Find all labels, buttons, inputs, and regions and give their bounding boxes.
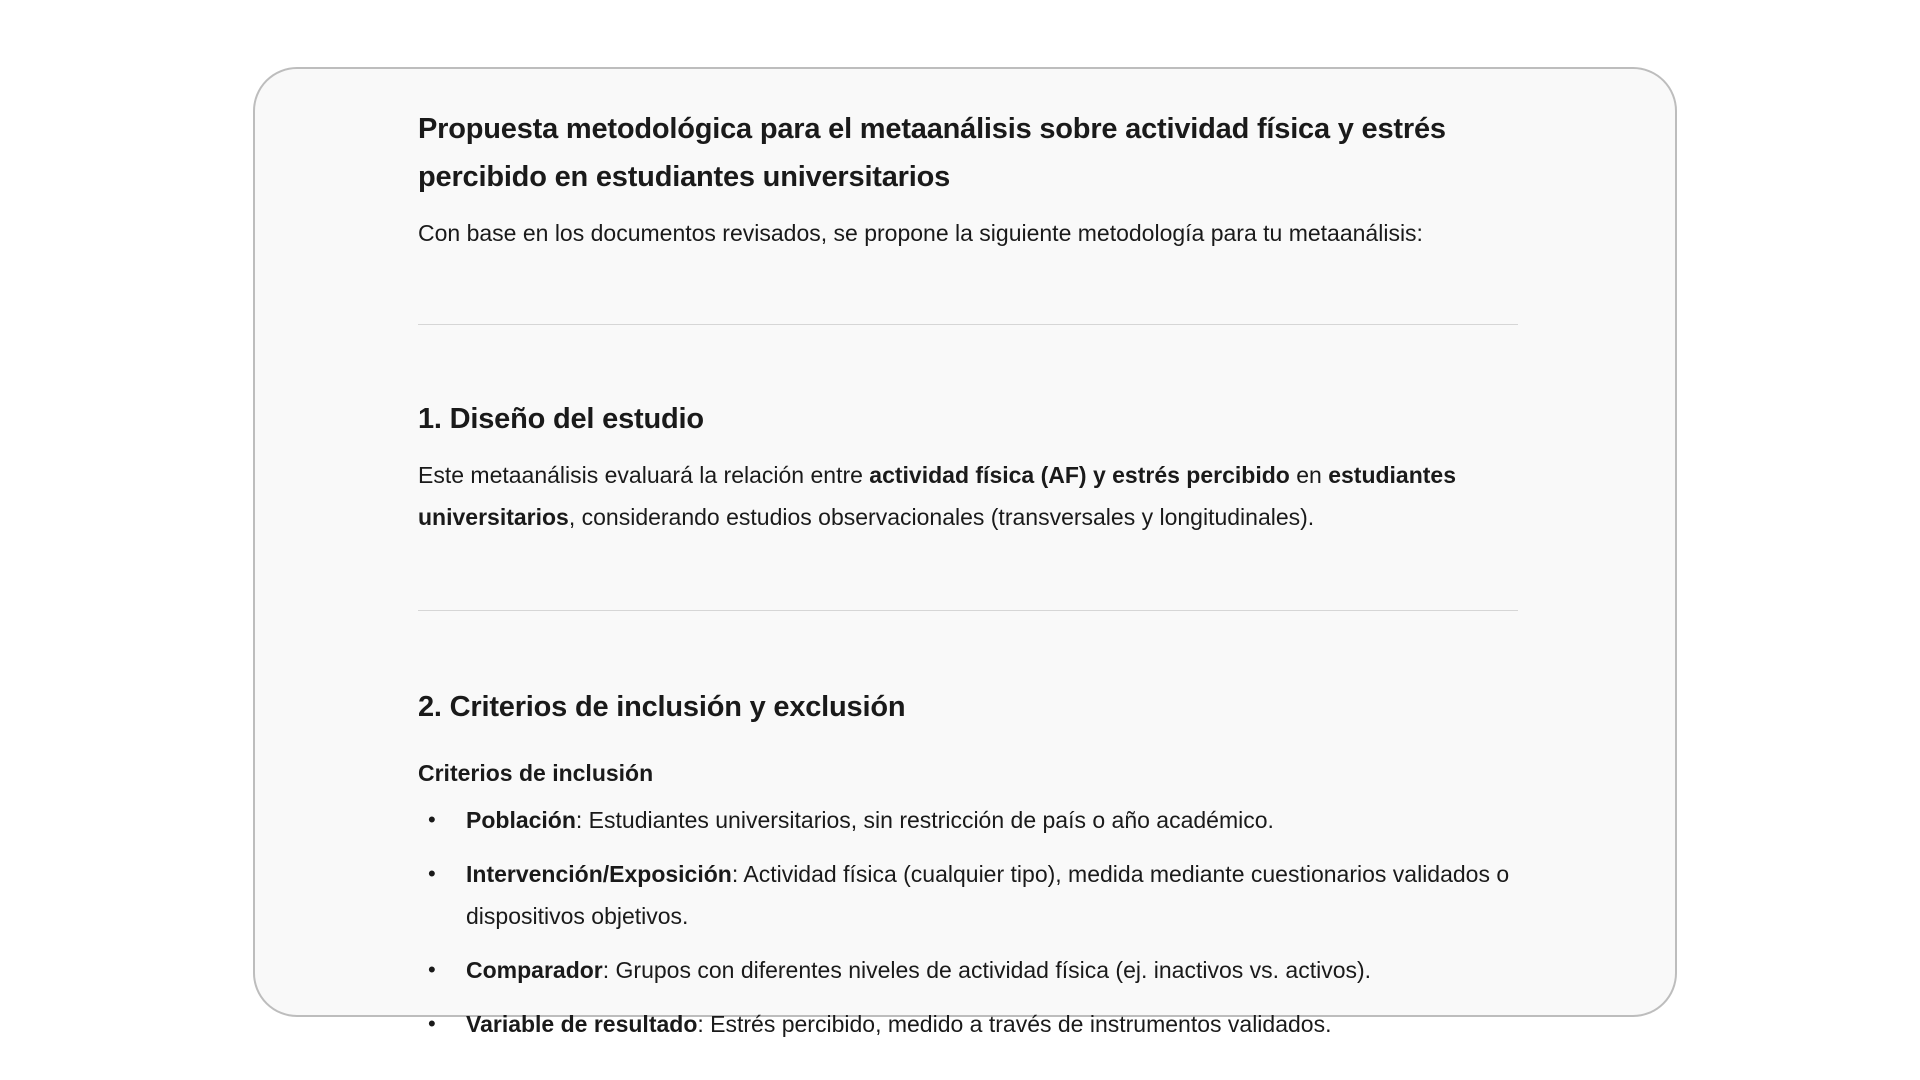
bullet-icon: • <box>428 861 436 886</box>
list-item <box>418 1003 1518 1045</box>
document-title: Propuesta metodológica para el metaanálisis sobre actividad física y estrés percibido en estudiantes universitarios <box>418 113 1446 193</box>
criteria-text: : Grupos con diferentes niveles de actividad física (ej. inactivos vs. activos). <box>602 957 1372 983</box>
list-item <box>418 949 1518 991</box>
criteria-label: Población <box>466 807 576 833</box>
list-item <box>418 799 1518 841</box>
design-text-1: Este metaanálisis evaluará la relación entre <box>418 462 870 488</box>
criteria-text: : Actividad física (cualquier tipo), medida mediante cuestionarios validados o dispositivos objetivos. <box>466 861 1510 929</box>
inclusion-criteria-list <box>418 799 1518 1057</box>
criteria-label: Intervención/Exposición <box>466 861 732 887</box>
criteria-label: Variable de resultado <box>466 1011 698 1037</box>
bullet-icon: • <box>428 807 436 832</box>
intro-paragraph: Con base en los documentos revisados, se propone la siguiente metodología para tu metaanálisis: <box>418 220 1423 246</box>
section-heading-criteria: 2. Criterios de inclusión y exclusión <box>418 691 906 723</box>
design-paragraph <box>418 454 1518 538</box>
criteria-text: : Estrés percibido, medido a través de instrumentos validados. <box>697 1011 1332 1037</box>
section-divider <box>418 324 1518 325</box>
criteria-label: Comparador <box>466 957 603 983</box>
bullet-icon: • <box>428 1011 436 1036</box>
design-bold-2: estudiantes universitarios <box>418 462 1457 530</box>
design-text-3: , considerando estudios observacionales (transversales y longitudinales). <box>568 504 1315 530</box>
criteria-text: : Estudiantes universitarios, sin restricción de país o año académico. <box>575 807 1274 833</box>
list-item <box>418 853 1518 937</box>
design-bold-1: actividad física (AF) y estrés percibido <box>869 462 1290 488</box>
document-frame <box>253 67 1677 1037</box>
section-heading-design: 1. Diseño del estudio <box>418 403 704 435</box>
section-divider <box>418 610 1518 611</box>
bullet-icon: • <box>428 957 436 982</box>
design-text-2: en <box>1289 462 1329 488</box>
inclusion-criteria-heading: Criterios de inclusión <box>418 760 654 786</box>
